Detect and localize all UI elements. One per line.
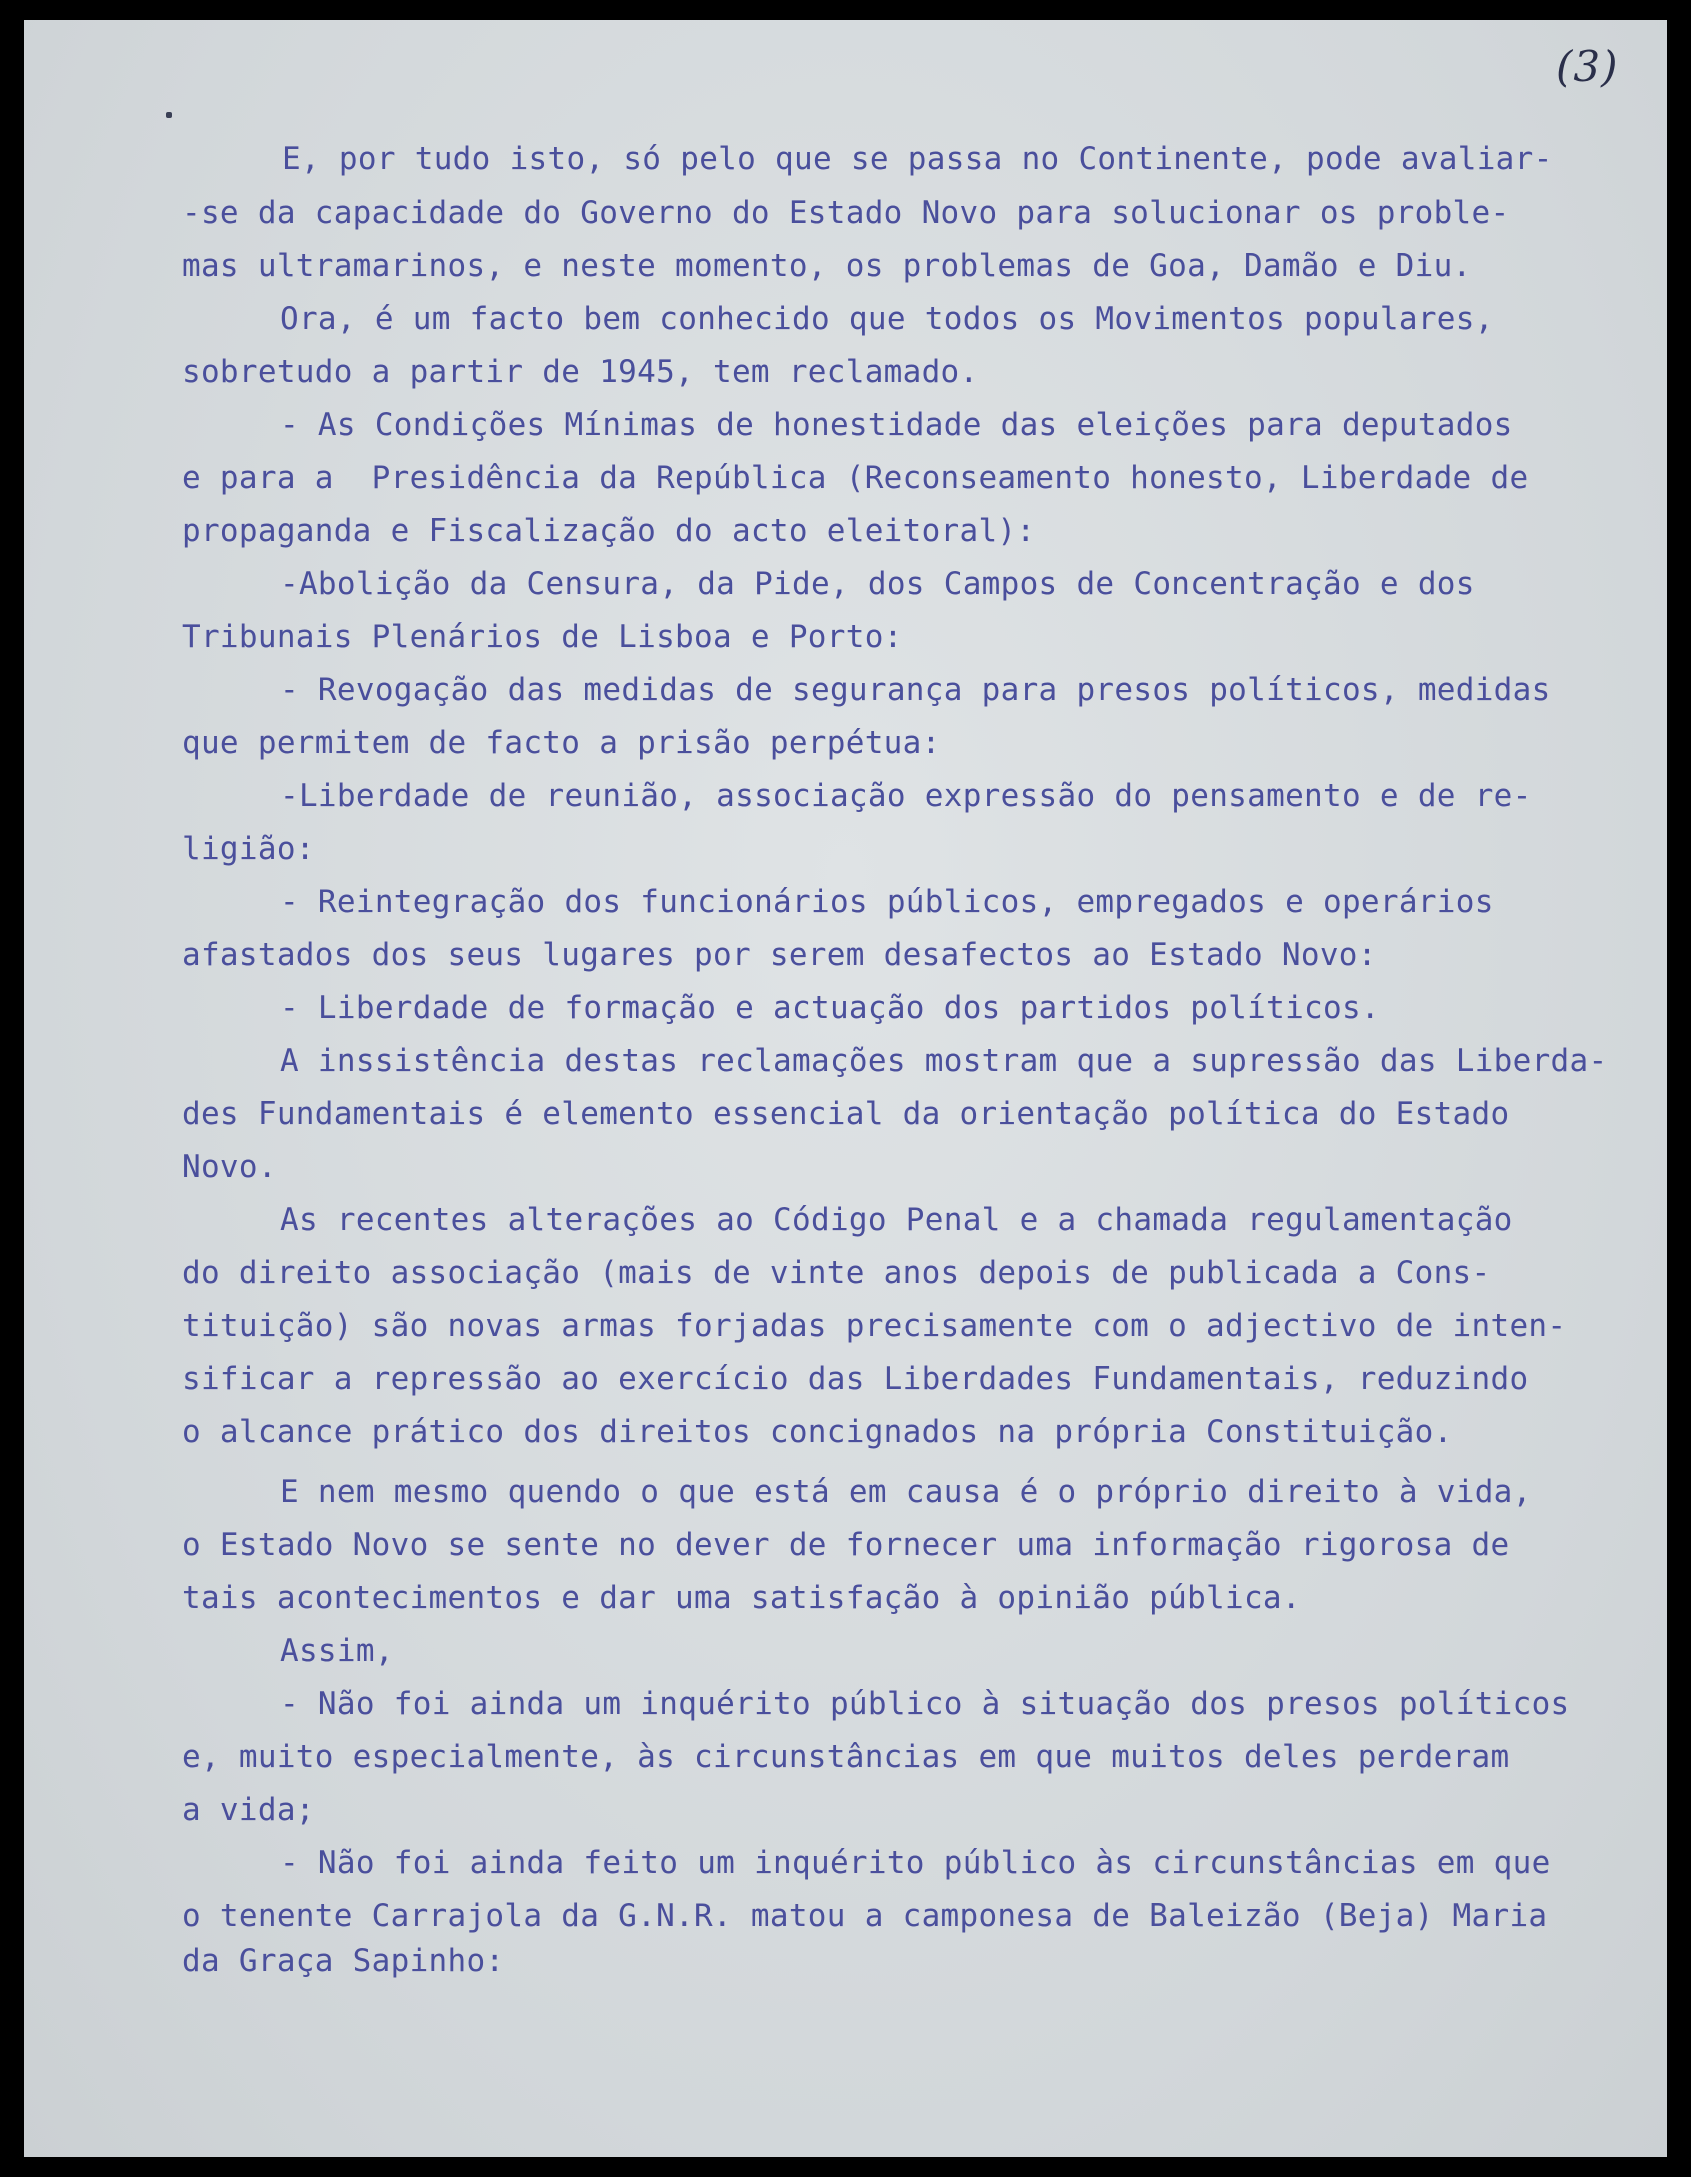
text-line: - Não foi ainda feito um inquérito público às circunstâncias em que [280, 1845, 1551, 1881]
text-line: E, por tudo isto, só pelo que se passa no Continente, pode avaliar- [282, 141, 1553, 177]
text-line: afastados dos seus lugares por serem desafectos ao Estado Novo: [182, 937, 1377, 973]
text-line: A inssistência destas reclamações mostram que a supressão das Liberda- [280, 1043, 1608, 1079]
text-line: o alcance prático dos direitos concignados na própria Constituição. [182, 1414, 1453, 1450]
text-line: sobretudo a partir de 1945, tem reclamado. [182, 354, 979, 390]
text-line: - As Condições Mínimas de honestidade das eleições para deputados [280, 407, 1513, 443]
text-line: As recentes alterações ao Código Penal e a chamada regulamentação [280, 1202, 1513, 1238]
text-line: Tribunais Plenários de Lisboa e Porto: [182, 619, 903, 655]
text-line: - Revogação das medidas de segurança para presos políticos, medidas [280, 672, 1551, 708]
text-line: tituição) são novas armas forjadas precisamente com o adjectivo de inten- [182, 1308, 1567, 1344]
text-line: e para a Presidência da República (Reconseamento honesto, Liberdade de [182, 460, 1529, 496]
text-line: propaganda e Fiscalização do acto eleitoral): [182, 513, 1036, 549]
page-number: (3) [1556, 42, 1619, 91]
text-line: sificar a repressão ao exercício das Liberdades Fundamentais, reduzindo [182, 1361, 1529, 1397]
text-line: que permitem de facto a prisão perpétua: [182, 725, 941, 761]
text-line: o Estado Novo se sente no dever de fornecer uma informação rigorosa de [182, 1527, 1510, 1563]
text-line: da Graça Sapinho: [182, 1943, 505, 1979]
text-line: tais acontecimentos e dar uma satisfação à opinião pública. [182, 1580, 1301, 1616]
text-line: -se da capacidade do Governo do Estado Novo para solucionar os proble- [182, 195, 1510, 231]
text-line: Ora, é um facto bem conhecido que todos os Movimentos populares, [280, 301, 1494, 337]
text-line: Novo. [182, 1149, 277, 1185]
text-line: E nem mesmo quendo o que está em causa é o próprio direito à vida, [280, 1474, 1532, 1510]
text-line: - Reintegração dos funcionários públicos, empregados e operários [280, 884, 1494, 920]
text-line: a vida; [182, 1792, 315, 1828]
text-line: mas ultramarinos, e neste momento, os problemas de Goa, Damão e Diu. [182, 248, 1472, 284]
text-line: - Liberdade de formação e actuação dos partidos políticos. [280, 990, 1380, 1026]
text-line: o tenente Carrajola da G.N.R. matou a camponesa de Baleizão (Beja) Maria [182, 1898, 1548, 1934]
text-line: -Abolição da Censura, da Pide, dos Campos de Concentração e dos [280, 566, 1475, 602]
text-line: des Fundamentais é elemento essencial da orientação política do Estado [182, 1096, 1510, 1132]
text-line: Assim, [280, 1633, 394, 1669]
text-line: e, muito especialmente, às circunstâncias em que muitos deles perderam [182, 1739, 1510, 1775]
text-line: ligião: [182, 831, 315, 867]
text-line: - Não foi ainda um inquérito público à situação dos presos políticos [280, 1686, 1570, 1722]
text-line: -Liberdade de reunião, associação expressão do pensamento e de re- [280, 778, 1532, 814]
text-line: do direito associação (mais de vinte anos depois de publicada a Cons- [182, 1255, 1491, 1291]
